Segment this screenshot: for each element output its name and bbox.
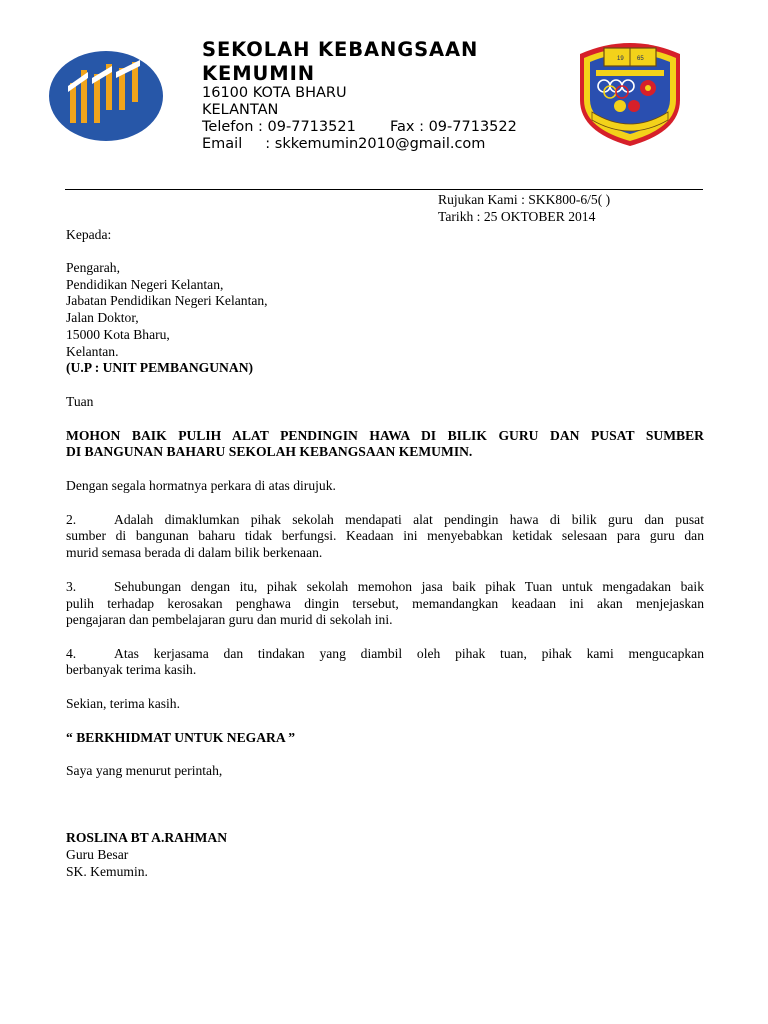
school-emblem [572,36,688,148]
recipient-line: Jabatan Pendidikan Negeri Kelantan, [66,293,268,308]
emblem-year-left: 19 [617,56,624,62]
ministry-logo [48,50,164,142]
paragraph-2-line2: sumber di bangunan baharu tidak berfungsi. Keadaan ini menyebabkan ketidak selesaan para guru dan [66,528,704,543]
closing-line: Sekian, terima kasih. [66,696,181,711]
paragraph-4-line2: berbanyak terima kasih. [66,662,197,677]
letter-date: Tarikh : 25 OKTOBER 2014 [438,209,596,224]
subject-line1: MOHON BAIK PULIH ALAT PENDINGIN HAWA DI BILIK GURU DAN PUSAT SUMBER [66,428,704,443]
motto: “ BERKHIDMAT UNTUK NEGARA ” [66,730,296,745]
paragraph-4-line1: Atas kerjasama dan tindakan yang diambil oleh pihak tuan, pihak kami mengucapkan [114,646,704,661]
paragraph-3-line2: pulih terhadap kerosakan penghawa dingin tersebut, memandangkan keadaan ini akan menjejaskan [66,596,704,611]
paragraph-number: 3. [66,579,77,594]
paragraph-number: 2. [66,512,77,527]
recipient-line: Jalan Doktor, [66,310,139,325]
paragraph-3-line1: Sehubungan dengan itu, pihak sekolah memohon jasa baik pihak Tuan untuk mengadakan baik [114,579,704,594]
school-name [202,38,478,86]
recipient-line: Kelantan. [66,344,119,359]
opening-line: Dengan segala hormatnya perkara di atas dirujuk. [66,478,336,493]
signatory-org: SK. Kemumin. [66,864,148,879]
signatory-name: ROSLINA BT A.RAHMAN [66,830,228,845]
recipient-line: Pengarah, [66,260,120,275]
salutation: Tuan [66,394,94,409]
header-divider [65,189,703,190]
emblem-year-right: 65 [637,56,644,62]
school-name-line2: KEMUMIN [202,62,315,85]
attention-line: (U.P : UNIT PEMBANGUNAN) [66,360,254,375]
subject-line2: DI BANGUNAN BAHARU SEKOLAH KEBANGSAAN KEMUMIN. [66,444,473,459]
recipient-line: Pendidikan Negeri Kelantan, [66,277,224,292]
school-name-line1: SEKOLAH KEBANGSAAN [202,38,479,61]
paragraph-2-line3: murid semasa berada di dalam bilik berkenaan. [66,545,323,560]
signatory-title: Guru Besar [66,847,129,862]
school-phone: Telefon : 09-7713521 [202,119,356,135]
paragraph-number: 4. [66,646,77,661]
paragraph-3-line3: pengajaran dan pembelajaran guru dan murid di sekolah ini. [66,612,393,627]
recipient-line: 15000 Kota Bharu, [66,327,170,342]
school-email: Email : skkemumin2010@gmail.com [202,136,486,152]
kepada-label: Kepada: [66,227,112,242]
reference-number: Rujukan Kami : SKK800-6/5( ) [438,192,611,207]
school-fax: Fax : 09-7713522 [390,119,517,135]
school-state: KELANTAN [202,102,279,118]
yours-faithfully: Saya yang menurut perintah, [66,763,223,778]
school-postcode-city: 16100 KOTA BHARU [202,85,347,101]
paragraph-2-line1: Adalah dimaklumkan pihak sekolah mendapati alat pendingin hawa di bilik guru dan pusat [114,512,704,527]
